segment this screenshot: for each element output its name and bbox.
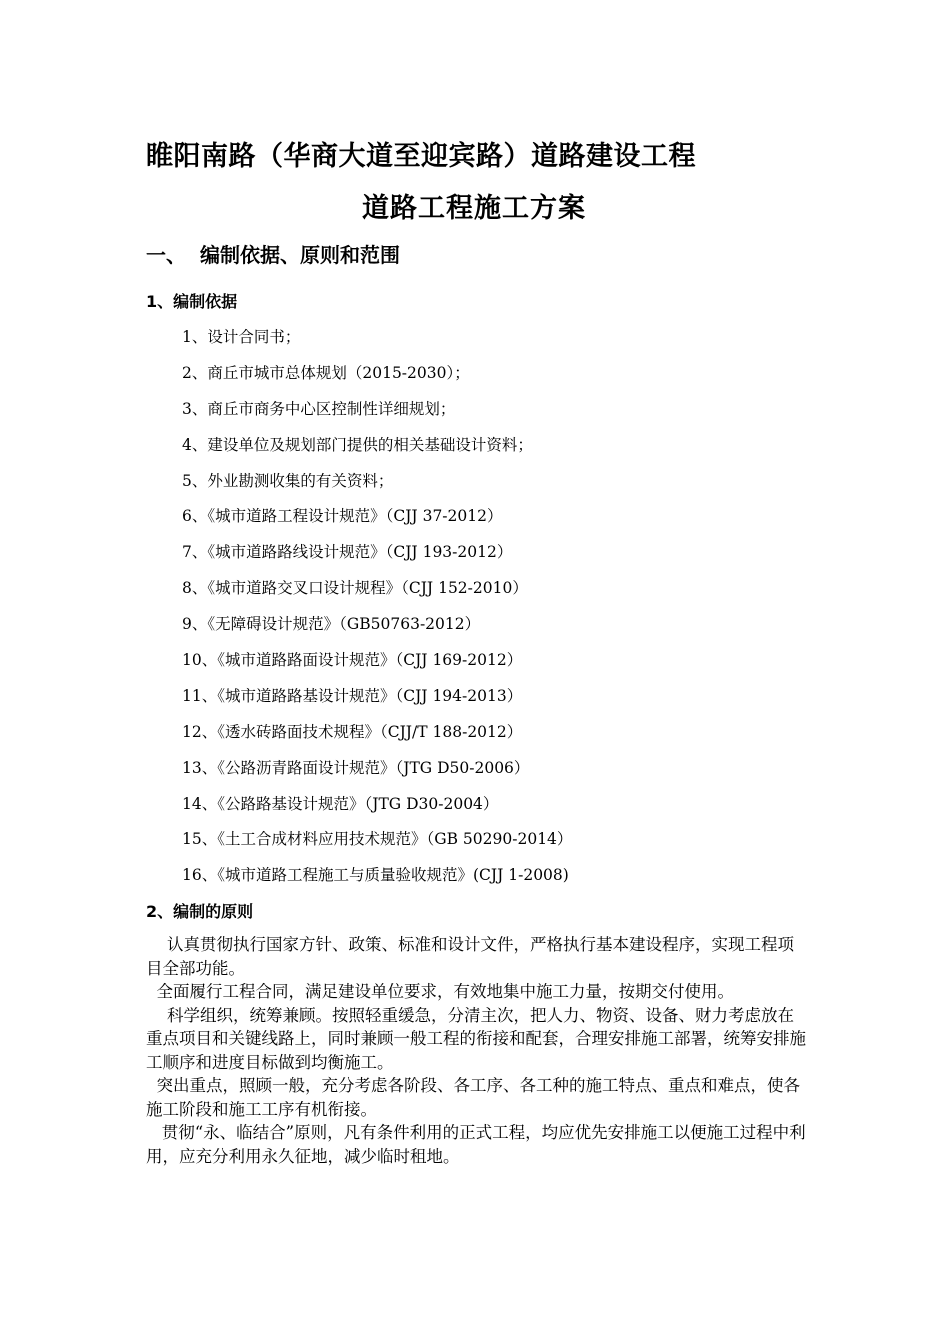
section-number: 一、	[146, 243, 186, 267]
reference-list	[182, 323, 572, 897]
paragraph: 全面履行工程合同，满足建设单位要求，有效地集中施工力量，按期交付使用。	[146, 982, 734, 1001]
paragraph: 科学组织，统筹兼顾。按照轻重缓急，分清主次，把人力、物资、设备、财力考虑放在重点项目和关键线路上，同时兼顾一般工程的衔接和配套，合理安排施工部署，统筹安排施工顺序和进度目标做到均衡施工。	[146, 1005, 806, 1072]
list-item: 3、商丘市商务中心区控制性详细规划；	[182, 399, 456, 418]
list-item: 15、《土工合成材料应用技术规范》（GB 50290-2014）	[182, 830, 573, 849]
list-item: 5、外业勘测收集的有关资料；	[182, 471, 394, 490]
document-subtitle: 道路工程施工方案	[362, 193, 586, 224]
list-item: 8、《城市道路交叉口设计规程》（CJJ 152-2010）	[182, 579, 528, 598]
list-item: 9、《无障碍设计规范》（GB50763-2012）	[182, 615, 481, 634]
paragraph: 认真贯彻执行国家方针、政策、标准和设计文件，严格执行基本建设程序，实现工程项目全部功能。	[146, 935, 794, 978]
list-item: 6、《城市道路工程设计规范》（CJJ 37-2012）	[182, 507, 503, 526]
principles-body	[146, 933, 808, 1168]
paragraph: 贯彻“永、临结合”原则，凡有条件利用的正式工程，均应优先安排施工以便施工过程中利用，应充分利用永久征地，减少临时租地。	[146, 1123, 806, 1166]
list-item: 13、《公路沥青路面设计规范》（JTG D50-2006）	[182, 758, 530, 777]
list-item: 1、设计合同书；	[182, 328, 301, 346]
document-title: 睢阳南路（华商大道至迎宾路）道路建设工程	[146, 141, 696, 172]
list-item: 7、《城市道路路线设计规范》（CJJ 193-2012）	[182, 543, 513, 562]
subsection-heading-principles: 2、编制的原则	[146, 902, 254, 921]
section-heading	[146, 239, 400, 268]
list-item: 10、《城市道路路面设计规范》（CJJ 169-2012）	[182, 651, 523, 670]
section-label: 编制依据、原则和范围	[200, 243, 400, 267]
list-item: 2、商丘市城市总体规划（2015-2030）；	[182, 363, 470, 382]
paragraph: 突出重点，照顾一般，充分考虑各阶段、各工序、各工种的施工特点、重点和难点，使各施工阶段和施工工序有机衔接。	[146, 1076, 800, 1119]
subsection-heading-basis: 1、编制依据	[146, 292, 238, 311]
list-item: 4、建设单位及规划部门提供的相关基础设计资料；	[182, 435, 533, 454]
list-item: 16、《城市道路工程施工与质量验收规范》(CJJ 1-2008)	[182, 866, 569, 885]
list-item: 14、《公路路基设计规范》（JTG D30-2004）	[182, 794, 499, 813]
list-item: 12、《透水砖路面技术规程》（CJJ/T 188-2012）	[182, 722, 523, 741]
list-item: 11、《城市道路路基设计规范》（CJJ 194-2013）	[182, 686, 523, 705]
